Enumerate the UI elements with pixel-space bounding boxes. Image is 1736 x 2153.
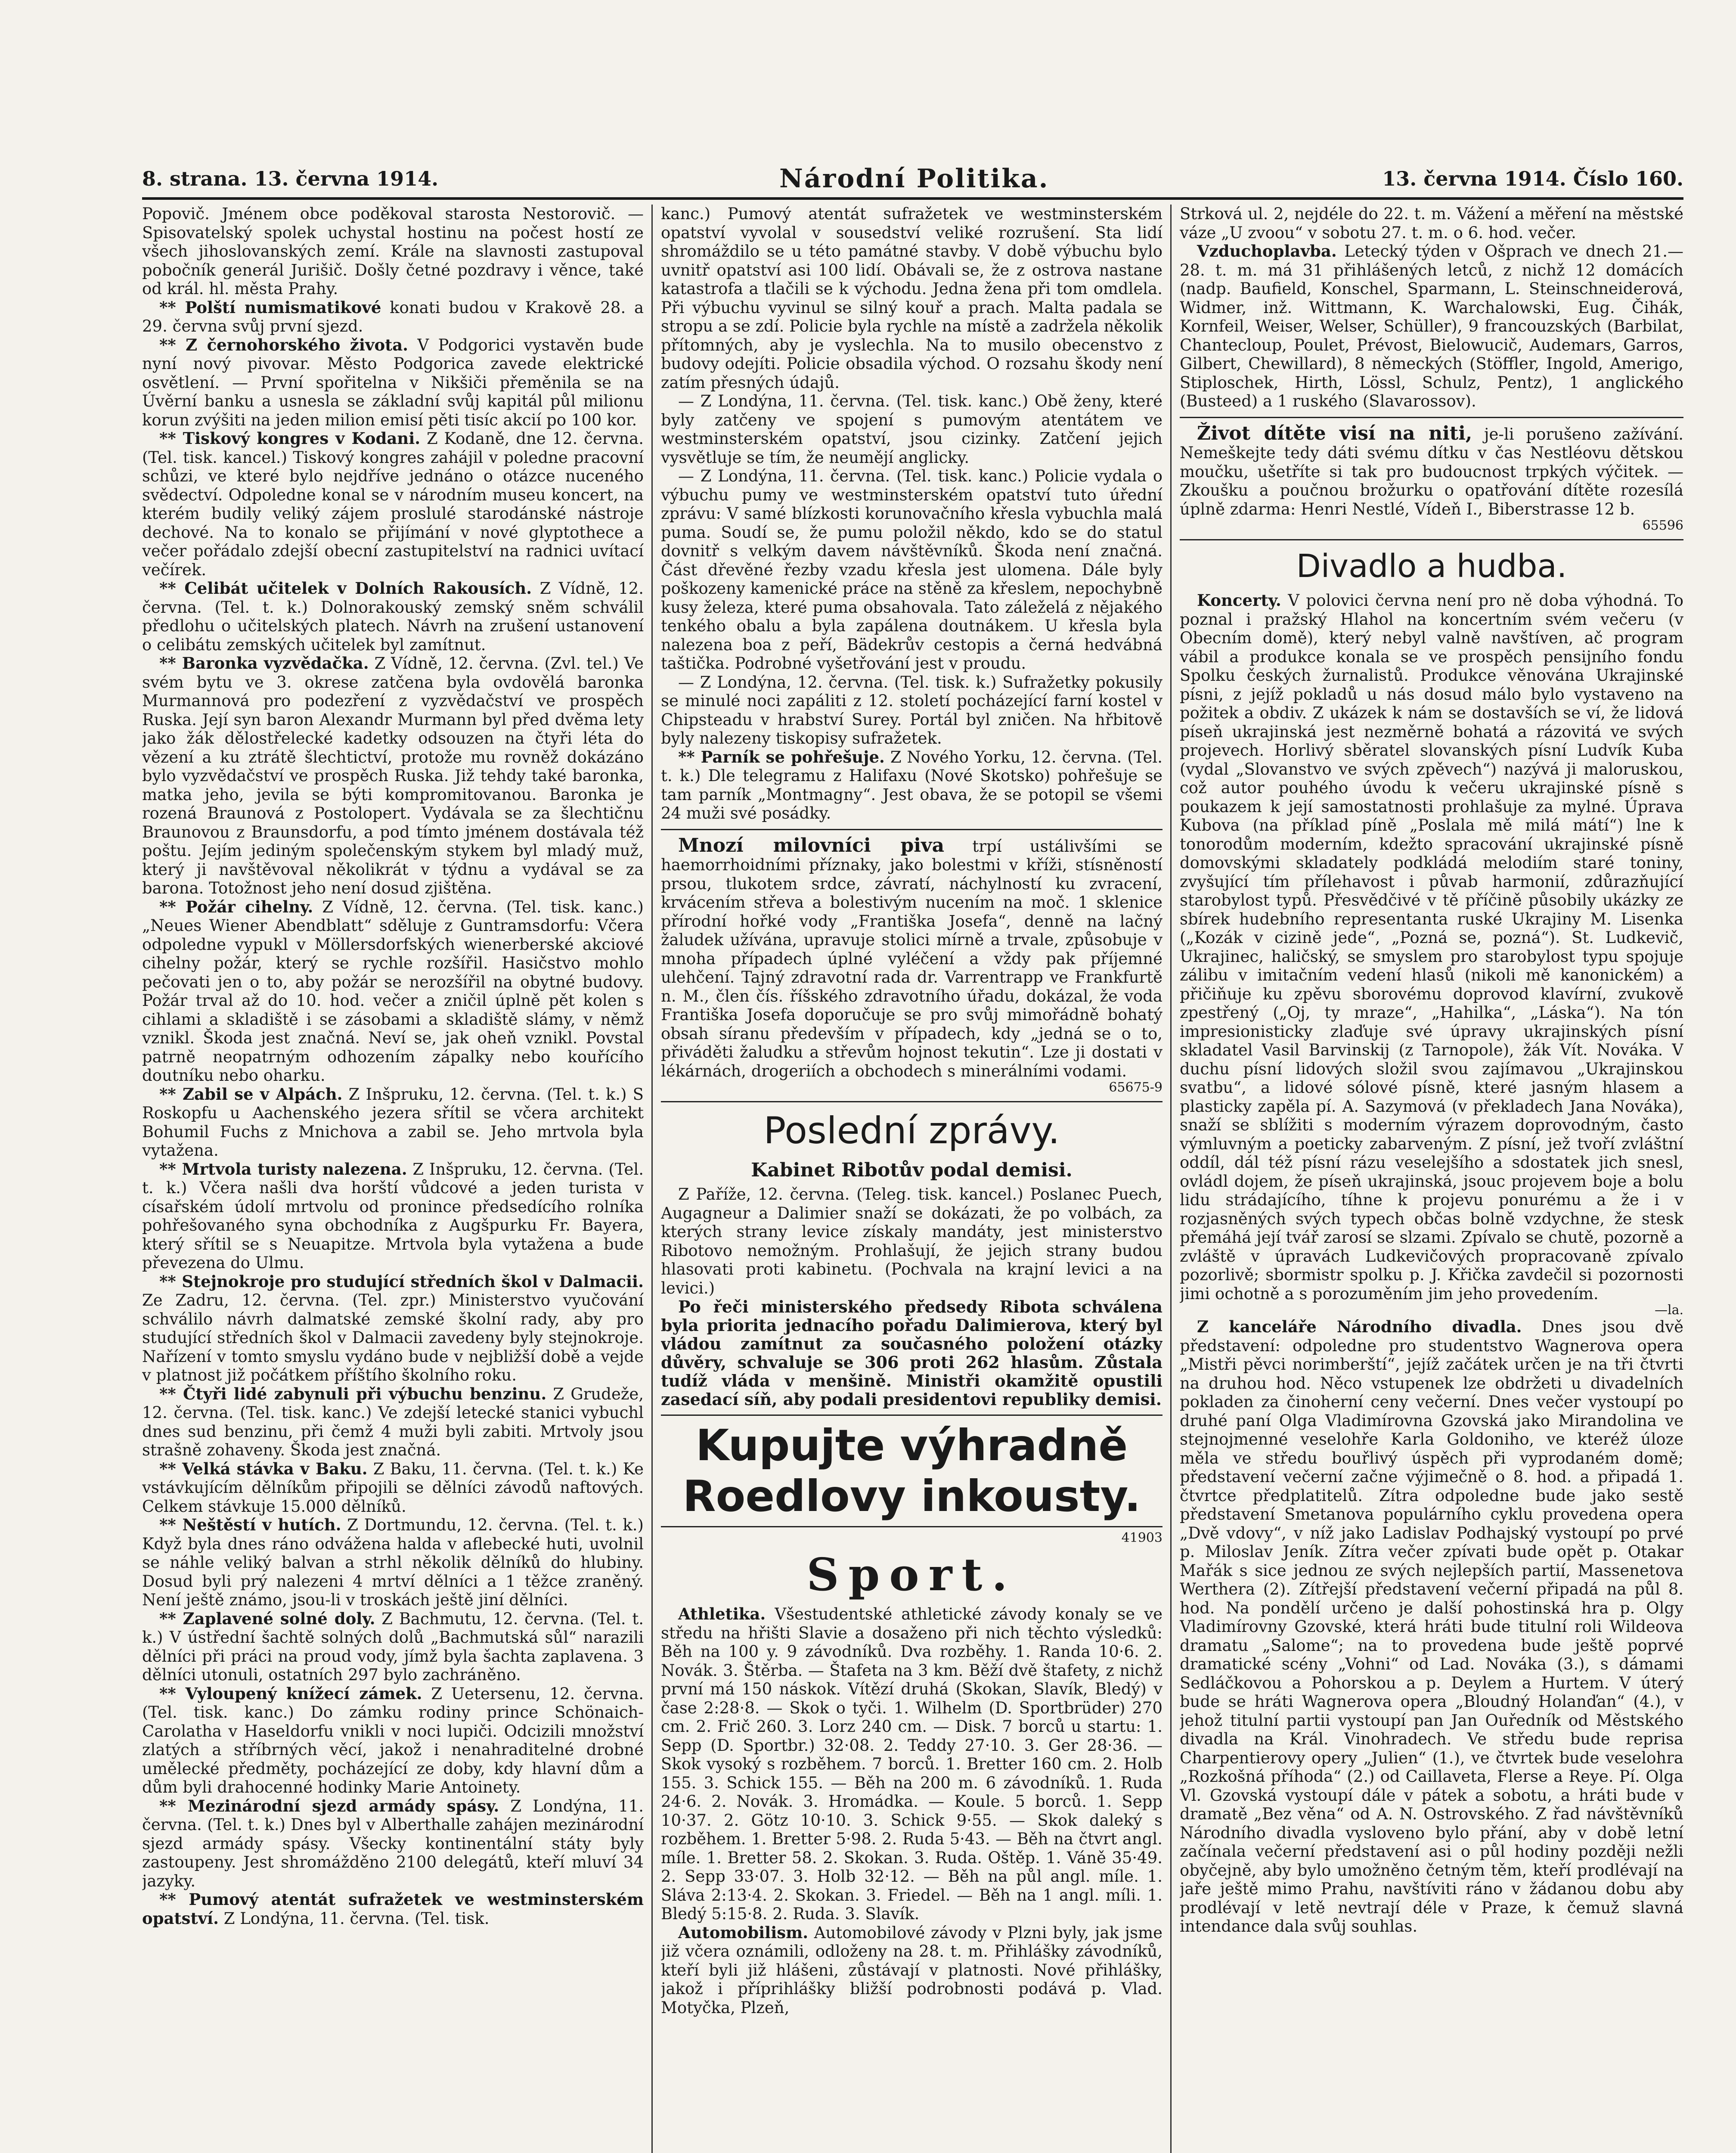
news-item-heading: ** Stejnokroje pro studující středních škol v Dalmacii. (159, 1272, 644, 1291)
news-item-text: Všestudentské athletické závody konaly se ve středu na hřišti Slavie a dosaženo při nich těchto výsledků: Běh na 100 y. 9 závodníků. Dva rozběhy. 1. Randa 10·6. 2. Novák. 3. Štěrba. — Štafeta na 3 km. Běží dvě štafety, z nichž první má 150 náskok. Vítězí druhá (Skokan, Slavík, Bledý) v čase 2:28·8. — Skok o tyči. 1. Wilhelm (D. Sportbrüder) 270 cm. 2. Frič 260. 3. Lorz 240 cm. — Disk. 7 borců u startu: 1. Sepp (D. Sportbr.) 32·08. 2. Teddy 27·10. 3. Ger 28·36. — Skok vysoký s rozběhem. 7 borců. 1. Bretter 160 cm. 2. Holb 155. 3. Schick 155. — Běh na 200 m. 6 závodníků. 1. Ruda 24·6. 2. Novák. 3. Hromádka. — Koule. 5 borců. 1. Sepp 10·37. 2. Götz 10·10. 3. Schick 9·55. — Skok daleký s rozběhem. 1. Bretter 5·98. 2. Ruda 5·43. — Běh na čtvrt angl. míle. 1. Bretter 58. 2. Skokan. 3. Ruda. Oštěp. 1. Váně 35·49. 2. Sepp 33·07. 3. Holb 32·12. — Běh na půl angl. míle. 1. Slávа 2:13·4. 2. Skokan. 3. Friedel. — Běh na 1 angl. míli. 1. Bledý 5:15·8. 2. Ruda. 3. Slavík. (661, 1605, 1162, 1923)
ad-text: je-li porušeno zažívání. Nemeškejte tedy dáti svému dítku v čas Nestléovu dětskou moučku, ušetříte si tak pro budoucnost trpkých výčitek. — Zkoušku a poučnou brožurku o opatřování dítěte rozesílá úplně zdarma: Henri Nestlé, Vídeň I., Biberstrasse 12 b. (1180, 425, 1683, 518)
news-item-text: V polovici června není pro ně doba výhodná. To poznal i pražský Hlahol na koncertním svém večeru (v Obecním domě), který nebyl valně navštíven, ač program vábil a produkce konala se ve prospěch pensijního fondu Spolku českých žurnalistů. Produkce věnována Ukrajinské písni, z jejíž pokladů u nás dosud málo bylo vystaveno na požitek a obdiv. Z ukázek k nám se dostavších se ví, že lidová píseň ukrajinská jest nezměrně bohatá a rázovitá ve svých projevech. Horlivý sběratel slovanských písní Ludvík Kuba (vydal „Slovanstvo ve svých zpěvech“) nazývá ji maloruskou, což autor pouhého úvodu k večeru ukrajinské písně s poukazem k její samostatnosti prohlašuje za mylné. Úprava Kubova (na příklad píně „Poslala mě milá mátí“) lne k tonorodům moderním, kdežto spracování ukrajinské písně domovskými skladately podkládá melodiím staré toniny, zvyšující tím přílehavost i půvab harmonií, zdůrazňující starobylost typů. Přesvědčivé v tě příčině působily ukázky ze sbírek hudebního representanta ruské Ukrajiny M. Lisenka („Kozák v cizině jede“, „Pozná se, pozná“). St. Ludkevič, Ukrajinec, haličský, se smyslem pro starobylost typu spojuje zálibu v imitačním vedení hlasů (nikoli mě kanonickém) a přičiňuje ku zpěvu sborovému doprovod klavírní, zvukově zpestřený („Oj, ty mraze“, „Hahilka“, „Láska“). Na tón impresionisticky zlaďuje své úpravy ukrajinských písní skladatel Vasil Barvinskij (z Tarnopole), žák Vít. Nováka. V duchu písní lidových složil svou zajímavou „Ukrajinskou svatbu“, a lidové sólové písně, které jasným hlasem a plasticky zapěla pí. A. Sazymová (v překladech Jana Nováka), snaží se sblížiti s moderním výrazem doprovodným, často výmluvným a poeticky zabarveným. Z písní, jež tvoří zvláštní oddíl, dál též písní rázu veselejšího a sdostatek jich snesl, ovládl dojem, že píseň ukrajinská, jsouc projevem boje a bolu lidu strádajícího, tíhne k projevu ponurému a že i v rozjasněných svých typech občas bolně vzdychne, že stesk přemáhá její tvář zarosí se slzami. Zpívalo se chutě, pozorně a zvláště v úpravách Ludkevičových propracovaně zpívalo pozorlivě; sbormistr spolku p. J. Křička zavdečil si pozornosti jimi ochotně a s porozuměním jim jeho provedením. (1180, 591, 1683, 1303)
news-subheading: Kabinet Ribotův podal demisi. (751, 1159, 1073, 1181)
advertisement-ink (661, 1415, 1162, 1527)
news-item-text: Letecký týden v Ošprach ve dnech 21.—28. t. m. má 31 přihlášených letců, z nichž 12 domácích (nadp. Baufield, Konschel, Sparmann, L. Steinschneiderová, Widmer, inž. Wittmann, K. Warchalowski, Eug. Čihák, Kornfeil, Weiser, Welser, Schüller), 9 francouzských (Barbilat, Chantecloup, Poulet, Prévost, Bielowucič, Audemars, Garros, Gilbert, Chewillard), 8 německých (Stöffler, Ingold, Amerigo, Stiploschek, Hirth, Lössl, Schulz, Pentz), 1 anglického (Busteed) a 1 ruského (Slavarossov). (1180, 242, 1683, 410)
news-item-heading: Automobilism. (678, 1923, 809, 1942)
news-item (1180, 1318, 1683, 1936)
news-item-heading: ** Požár cihelny. (159, 897, 313, 916)
news-item-heading: ** Pumový atentát sufražetek ve westminsterském opatství. (142, 1890, 644, 1928)
news-item-text: Z Vídně, 12. června. (Tel. t. k.) Dolnorakouský zemský sněm schválil předlohu o učitelských platech. Návrh na zrušení ustanovení o celibátu zemských učitelek byl zamítnut. (142, 579, 644, 654)
article-text: kanc.) Pumový atentát sufražetek ve westminsterském opatství vyvolal v sousedství veliké rozrušení. Sta lidí shromáždilo se u této památné stavby. V době výbuchu bylo uvnitř opatství asi 100 lidí. Obávali se, že z ostrova nastane katastrofa a tlačili se k východu. Jedna žena při tom omdlela. Při výbuchu vyvinul se silný kouř a prach. Malta padala se stropu a se zdí. Policie byla rychle na místě a zadržela několik přítomných, aby je vyslechla. Na to musilo obecenstvo z budovy odejíti. Policie obsadila východ. O rozsahu škody není zatím přesných údajů. (661, 205, 1162, 392)
ad-number: 65675-9 (1109, 1080, 1162, 1095)
page-header (142, 164, 1683, 194)
news-item-heading: ** Velká stávka v Baku. (159, 1459, 368, 1478)
news-item-text: Automobilové závody v Plzni byly, jak jsme již včera oznámili, odloženy na 28. t. m. Přihlášky závodníků, kteří byli již hlášeni, zůstávají v platnosti. Nové přihlášky, jakož i příprihlášky bližší podrobnosti podává p. Vlad. Motyčka, Plzeň, (661, 1923, 1162, 2017)
news-item-heading: ** Mrtvola turisty nalezena. (159, 1159, 407, 1179)
news-item (661, 1605, 1162, 1923)
ad-ink-line-1: Kupujte výhradně (695, 1420, 1128, 1470)
news-item (142, 1460, 644, 1516)
section-rule (1180, 539, 1683, 540)
header-rule (142, 197, 1683, 200)
article-text: Strková ul. 2, nejdéle do 22. t. m. Vážení a měření na městské váze „U zvoou“ v sobotu 27. t. m. o 6. hod. večer. (1180, 205, 1683, 242)
masthead-title: Národní Politika. (779, 164, 1049, 194)
article-text-bold: Po řeči ministerského předsedy Ribota schválena byla priorita jednacího pořadu Dalimierova, který byl vládou zamítnut za současného položení otázky důvěry, schvaluje se 306 proti 262 hlasům. Zůstala tudíž vláda v menšině. Ministři okamžitě opustili zasedací síň, aby podali presidentovi republiky demisi. (661, 1297, 1162, 1409)
advertisement-mineral-water (661, 836, 1162, 1081)
news-item (142, 898, 644, 1085)
news-item-text: Dnes jsou dvě představení: odpoledne pro studentstvo Wagnerova opera „Mistři pěvci norimberští“, jejíž začátek určen je na tři čtvrti na druhou hod. Něco vstupenek lze obdržeti u divadelních pokladen za činoherní ceny večerní. Dnes večer vystoupí po druhé paní Olga Vladimírovna Gzovská jako Mirandolina ve stejnojmenné veselohře Karla Goldoniho, ve kteréž úloze měla ve středu bouřlivý úspěch při vyprodaném domě; představení večerní začne výjimečně o 8. hod. a připadá 1. čtvrtce předplatitelů. Zítra odpoledne bude jako sestě představení Smetanova populárního cyklu provedena opera „Dvě vdovy“, v níž jako Ladislav Podhajský vystoupí po prvé p. Miloslav Jeník. Zítra večer zpívati bude opět p. Otakar Mařák s sice jednou ze svých nejlepších partií, Massenetova Werthera (2). Zítřejší představení večerní připadá na půl 8. hod. Na pondělí určeno je další pohostinská hra p. Olgy Vladimírovny Gzovské, která hráti bude titulní roli Wildeova dramatu „Salome“; na to provedena bude ještě poprvé dramatické scény „Vohni“ od Lad. Nováka (3.), s dámami Sedláčkovou a Pohorskou a p. Deylem a Hurtem. V úterý bude se hráti Wagnerova opera „Bloudný Holanďan“ (4.), v jehož titulní partii vystoupí pan Jan Ouředník od Městského divadla na Král. Vinohradech. Ve středu bude reprisa Charpentierovy opery „Julien“ (1.), ve čtvrtek bude veselohra „Rozkošná příhoda“ (2.) od Caillaveta, Flerse a Reye. Pí. Olga Vl. Gzovská vystoupí dále v pátek a sobotu, a hráti bude v dramatě „Bez věna“ od A. N. Ostrovského. Z řad návštěvníků Národního divadla vysloveno bylo přání, aby v době letní začínala večerní představení asi o půl hodiny později nežli obyčejně, aby bylo umožněno četným těm, kteří prodlévají na jaře ještě mimo Prahu, navštíviti ráno v žádanou dobu aby prodlévají v letě nevtrají déle v Praze, k čemuž slavná intendance dala svůj souhlas. (1180, 1318, 1683, 1936)
section-rule (661, 1101, 1162, 1102)
article-text: Z Paříže, 12. června. (Teleg. tisk. kancel.) Poslanec Puech, Augagneur a Dalimier snaží se dokázati, že po volbách, za kterých strany levice získaly mandáty, jest ministerstvo Ribotovo nemožným. Prohlašují, že jejich strany budou hlasovati proti kabinetu. (Pochvala na krajní levici a na levici.) (661, 1185, 1162, 1297)
news-item (142, 1385, 644, 1460)
ad-number: 65596 (1642, 518, 1683, 533)
news-item-text: Z Uetersenu, 12. června. (Tel. tisk. kanc.) Do zámku rodiny prince Schönaich-Carolatha v Haseldorfu vnikli v noci lupiči. Odcizili množství zlatých a stříbrných věcí, jakož i nenahraditelné drobné umělecké předměty, pocházející ze doby, kdy hlavní dům a dům byli drahocenné hodinky Marie Antoinety. (142, 1684, 644, 1796)
advertisement-nestle (1180, 424, 1683, 519)
news-item (142, 1610, 644, 1685)
news-item (142, 336, 644, 430)
news-item (142, 298, 644, 336)
news-item-text: Z Kodaně, dne 12. června. (Tel. tisk. kancel.) Tiskový kongres zahájil v poledne pracovní schůzi, ve které bylo nejdříve jednáno o otázce nuceného svědectví. Odpoledne konal se v národním museu koncert, na kterém budily veliký zájem proslulé starodánské nástroje dechové. Na to konalo se přijímání v nové glyptothece a večer pořádalo zdejší obecní zastupitelství na radnici uvítací večírek. (142, 429, 644, 579)
news-item-text: Ze Zadru, 12. června. (Tel. zpr.) Ministerstvo vyučování schválilo návrh dalmatské zemské školní rady, aby pro studující středních škol v Dalmacii zavedeny byly stejnokroje. Nařízení v tomto smyslu vydáno bude v nejbližší době a vejde v platnost již počátkem příštího školního roku. (142, 1291, 644, 1384)
news-item-heading: Vzduchoplavba. (1197, 242, 1337, 261)
header-page-date: 8. strana. 13. června 1914. (142, 167, 439, 190)
news-item (142, 1272, 644, 1385)
news-item-text: Z Inšpruku, 12. června. (Tel. t. k.) Včera našli dva horští vůdcové a jeden turista v císařském údolí mrtvolu od pronince předsedícího rolníka pohřešovaného syna obchodníka z Augšpurku Fr. Bayera, který sřítil se s Neuapitze. Mrtvola byla vytažena a bude převezena do Ulmu. (142, 1160, 644, 1272)
news-item-heading: ** Vyloupený knížecí zámek. (159, 1684, 422, 1703)
column-1 (142, 205, 644, 2153)
news-item (142, 579, 644, 654)
ad-number: 41903 (1121, 1530, 1162, 1545)
news-item-text: Z Baku, 11. června. (Tel. t. k.) Ke vstávkujícím dělníkům připojili se dělníci závodů naftových. Celkem stávkuje 15.000 dělníků. (142, 1459, 644, 1516)
news-item-text: Z Nového Yorku, 12. června. (Tel. t. k.) Dle telegramu z Halifaxu (Nové Skotsko) pohřešuje se tam parník „Montmagny“. Jest obava, že se potopil se všemi 24 muži své posádky. (661, 748, 1162, 822)
news-item-heading: ** Polští numismatikové (159, 298, 381, 317)
article-text: — Z Londýna, 11. června. (Tel. tisk. kanc.) Obě ženy, které byly zatčeny ve spojení s pumovým atentátem ve westminsterském opatství, jsou cizinky. Zatčení jejich vysvětluje se tím, že neumějí anglicky. (661, 392, 1162, 467)
news-item-text: Z Vídně, 12. června. (Zvl. tel.) Ve svém bytu ve 3. okrese zatčena byla ovdovělá baronka Murmannová pro podezření z vyzvědačství ve prospěch Ruska. Její syn baron Alexandr Murmann byl před dvěma lety jako žák dělostřelecké kadetky odsouzen na čtyři léta do vězení a ku ztrátě šlechtictví, protože mu rovněž dokázáno bylo vyzvědačství ve prospěch Ruska. Již tehdy také baronka, matka jeho, jevila se býti kompromitovanou. Baronka je rozená Braunová z Postolopert. Vydávala se za šlechtičnu Braunovou z Braunsdorfu, a pod tímto jménem dostávala též poštu. Jejím jediným společenským stykem byl mladý muž, který ji navštěvoval několikrát v týdnu a vydával se za barona. Totožnost jeho není dosud zjištěna. (142, 654, 644, 897)
news-item (1180, 591, 1683, 1303)
news-item-heading: Koncerty. (1197, 591, 1281, 610)
news-item-heading: ** Zabil se v Alpách. (159, 1084, 343, 1104)
news-item-text: Z Londýna, 11. června. (Tel. tisk. (223, 1909, 490, 1928)
ad-heading: Život dítěte visí na niti, (1197, 422, 1472, 444)
news-item-heading: ** Baronka vyzvědačka. (159, 654, 369, 673)
news-item (142, 1160, 644, 1272)
news-item (142, 1890, 644, 1928)
article-text: — Z Londýna, 12. června. (Tel. tisk. k.) Sufražetky pokusily se minulé noci zapáliti z 12. století pocházející farní kostel v Chipsteadu v hrabství Surey. Portál byl zničen. Na hřbitově byly nalezeny tiskopisy sufražetek. (661, 673, 1162, 748)
news-item (142, 429, 644, 579)
news-item-text: Z Londýna, 11. června. (Tel. t. k.) Dnes byl v Alberthalle zahájen mezinárodní sjezd armády spásy. Všecky kontinentální státy byly zastoupeny. Jest shromážděno 2100 delegátů, kteří mluví 34 jazyky. (142, 1796, 644, 1890)
news-item-heading: ** Z černohorského života. (159, 335, 409, 354)
news-item-heading: ** Zaplavené solné doly. (159, 1609, 375, 1628)
news-item-heading: ** Mezinárodní sjezd armády spásy. (159, 1796, 499, 1815)
news-item (1180, 242, 1683, 411)
section-rule (1180, 417, 1683, 418)
column-divider-1 (651, 205, 653, 2153)
news-item-heading: Athletika. (678, 1604, 766, 1623)
news-item-text: Z Inšpruku, 12. června. (Tel. t. k.) S Roskopfu u Aachenského jezera sřítil se včera architekt Bohumil Fuchs z Mnichova a zabil se. Jeho mrtvola byla vytažena. (142, 1085, 644, 1160)
ad-heading: Mnozí milovníci piva (678, 834, 945, 856)
news-item-heading: Z kanceláře Národního divadla. (1197, 1317, 1522, 1336)
ad-text: trpí ustálivšími se haemorrhoidními příznaky, jako bolestmi v kříži, stísněností prsou, tlukotem srdce, závratí, náchylností ku zvracení, krvácením střeva a bolestivým nucením na moč. 1 sklenice přírodní hořké vody „Františka Josefa“, denně na lačný žaludek užívána, upravuje stolici mírně a trvale, způsobuje v mnoha případech úplné vyléčení a vždy pak příjemné ulehčení. Tajný zdravotní rada dr. Varrentrapp ve Frankfurtě n. M., člen čís. říšského zdravotního úřadu, dokázal, že voda Františka Josefa doporučuje se pro svůj mimořádně bohatý obsah síranu především v případech, kdy „jedná se o to, přiváděti žaludku a střevům hojnost tekutin“. Lze ji dostati v lékárnách, drogeriích a obchodech s minerálními vodami. (661, 837, 1162, 1080)
news-item (142, 1516, 644, 1610)
news-item-text: V Podgorici vystavěn bude nyní nový pivovar. Město Podgorica zavede elektrické osvětlení. — První spořitelna v Nikšiči přeměnila se na Úvěrní banku a usnesla se základní svůj kapitál půl milionu korun zvýšiti na jeden milion emisí pěti tisíc akcií po 100 kor. (142, 335, 644, 429)
column-divider-2 (1170, 205, 1172, 2153)
section-title-latest-news: Poslední zprávy. (763, 1109, 1060, 1152)
article-text: Popovič. Jménem obce poděkoval starosta Nestorovič. — Spisovatelský spolek uchystal hostinu na počest hostí ze všech jihoslovanských zemí. Krále na slavnosti zastupoval pobočník generál Jurišič. Došly četné pozdravy i věnce, také od král. hl. města Prahy. (142, 205, 644, 298)
news-item-text: konati budou v Krakově 28. a 29. června svůj první sjezd. (142, 298, 644, 335)
news-item-heading: ** Neštěstí v hutích. (159, 1515, 341, 1534)
news-item-heading: ** Celibát učitelek v Dolních Rakousích. (159, 579, 532, 598)
news-item (661, 748, 1162, 823)
news-item-heading: ** Tiskový kongres v Kodani. (159, 429, 421, 448)
news-item-text: Z Vídně, 12. června. (Tel. tisk. kanc.) „Neues Wiener Abendblatt“ sděluje z Guntramsdorfu: Včera odpoledne vypukl v Möllersdorfských wienerberské akciové cihelny požár, který se rychle rozšířil. Hasičstvo mohlo pečovati jen o to, aby požár se nerozšířil na obytné budovy. Požár trval až do 10. hod. večer a zničil úplně pět kolen s cihlami a skladiště i se zásobami a skladiště slámy, v němž vznikl. Škoda jest značná. Neví se, jak oheň vznikl. Povstal patrně neopatrným odhozením zápalky nebo kouřícího doutníku nebo oharku. (142, 897, 644, 1085)
column-3 (1180, 205, 1683, 2153)
news-item-text: Z Grudeže, 12. června. (Tel. tisk. kanc.) Ve zdejší letecké stanici vybuchl dnes sud benzinu, při čemž 4 muži byli zabiti. Mrtvoly jsou strašně zohaveny. Škoda jest značná. (142, 1384, 644, 1459)
news-item (142, 1797, 644, 1891)
news-item (142, 1685, 644, 1797)
news-item (142, 1085, 644, 1160)
header-issue-number: 13. června 1914. Číslo 160. (1382, 167, 1683, 190)
section-title-sport: Sport. (806, 1548, 1017, 1601)
ad-ink-line-2: Roedlovy inkousty. (682, 1471, 1141, 1521)
section-title-theatre-music: Divadlo a hudba. (1296, 548, 1567, 585)
author-signature: —la. (1654, 1303, 1683, 1318)
news-item-heading: ** Parník se pohřešuje. (678, 747, 885, 766)
news-item-heading: ** Čtyři lidé zabynuli při výbuchu benzinu. (159, 1384, 547, 1403)
section-rule (661, 829, 1162, 830)
news-item (142, 654, 644, 898)
news-item-text: Z Dortmundu, 12. června. (Tel. t. k.) Když byla dnes ráno odvážena halda v aflebecké huti, uvolnil se náhle veliký balvan a strhl několik dělníků do hlubiny. Dosud byli prý nalezeni 4 mrtví dělníci a 1 těžce zraněný. Není ještě známo, jsou-li v troskách ještě jiní dělníci. (142, 1516, 644, 1609)
news-item-text: Z Bachmutu, 12. června. (Tel. t. k.) V ústřední šachtě solných dolů „Bachmutská sůl“ narazili dělníci při práci na proud vody, jímž byla šachta zaplavena. 3 dělníci utonuli, ostatních 297 bylo zachráněno. (142, 1609, 644, 1684)
column-2 (661, 205, 1162, 2153)
article-text: — Z Londýna, 11. června. (Tel. tisk. kanc.) Policie vydala o výbuchu pumy ve westminsterském opatství tuto úřední zprávu: V samé blízkosti korunovačního křesla vybuchla malá puma. Soudí se, že pumu položil někdo, kdo se do statul dovnitř s velkým davem návštěvníků. Škoda není značná. Část dřevěné řezby vzadu křesla jest ulomena. Dále byly poškozeny kamenické práce na stěně za křeslem, nepochybně kusy železa, které puma obsahovala. Tato záleželá z nějakého tenkého obalu a byla zapálena doutnákem. U křesla byla nalezena boa z peří, Bädekrův cestopis a černá hedvábná taštička. Podrobné vyšetřování jest v proudu. (661, 467, 1162, 673)
news-item (661, 1923, 1162, 2017)
